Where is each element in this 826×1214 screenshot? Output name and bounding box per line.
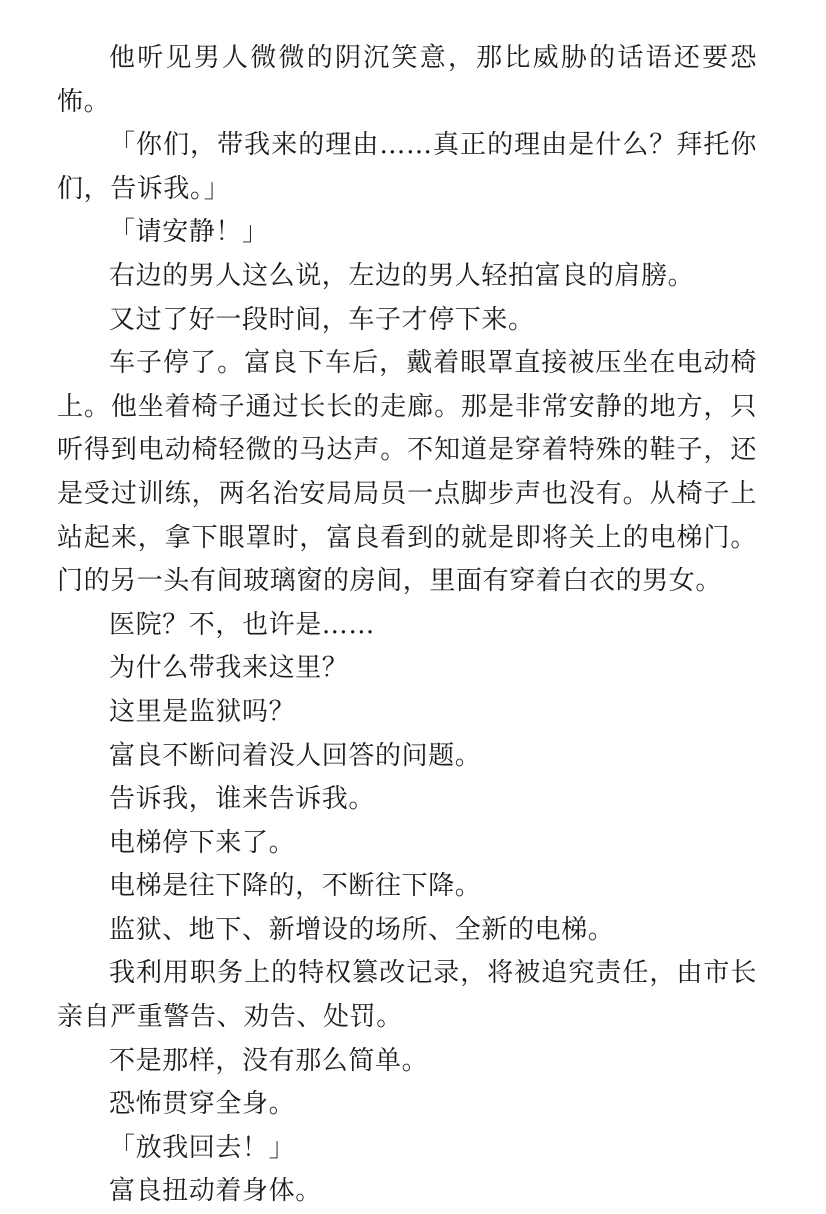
paragraph: 医院？不，也许是…… — [109, 609, 376, 640]
paragraph: 为什么带我来这里？ — [109, 653, 349, 684]
paragraph: 电梯停下来了。 — [109, 827, 296, 858]
paragraph: 告诉我，谁来告诉我。 — [109, 784, 376, 815]
paragraph: 恐怖贯穿全身。 — [109, 1089, 296, 1120]
paragraph: 富良不断问着没人回答的问题。 — [109, 740, 482, 771]
paragraph: 右边的男人这么说，左边的男人轻拍富良的肩膀。 — [109, 260, 695, 291]
paragraph: 不是那样，没有那么简单。 — [109, 1045, 429, 1076]
paragraph: 电梯是往下降的，不断往下降。 — [109, 871, 482, 902]
paragraph: 他听见男人微微的阴沉笑意，那比威胁的话语还要恐怖。 — [57, 43, 757, 117]
body-text — [57, 37, 757, 1214]
paragraph: 「请安静！」 — [109, 217, 269, 248]
paragraph: 富良扭动着身体。 — [109, 1176, 322, 1207]
paragraph: 车子停了。富良下车后，戴着眼罩直接被压坐在电动椅上。他坐着椅子通过长长的走廊。那是非常安静的地方，只听得到电动椅轻微的马达声。不知道是穿着特殊的鞋子，还是受过训练，两名治安局局员一点脚步声也没有。从椅子上站起来，拿下眼罩时，富良看到的就是即将关上的电梯门。门的另一头有间玻璃窗的房间，里面有穿着白衣的男女。 — [57, 348, 757, 597]
paragraph: 「放我回去！」 — [109, 1132, 296, 1163]
paragraph: 我利用职务上的特权篡改记录，将被追究责任，由市长亲自严重警告、劝告、处罚。 — [57, 958, 757, 1033]
paragraph: 「你们，带我来的理由……真正的理由是什么？拜托你们，告诉我。」 — [57, 130, 757, 204]
paragraph: 这里是监狱吗？ — [109, 696, 296, 727]
paragraph: 又过了好一段时间，车子才停下来。 — [109, 304, 535, 335]
paragraph: 监狱、地下、新增设的场所、全新的电梯。 — [109, 914, 615, 945]
